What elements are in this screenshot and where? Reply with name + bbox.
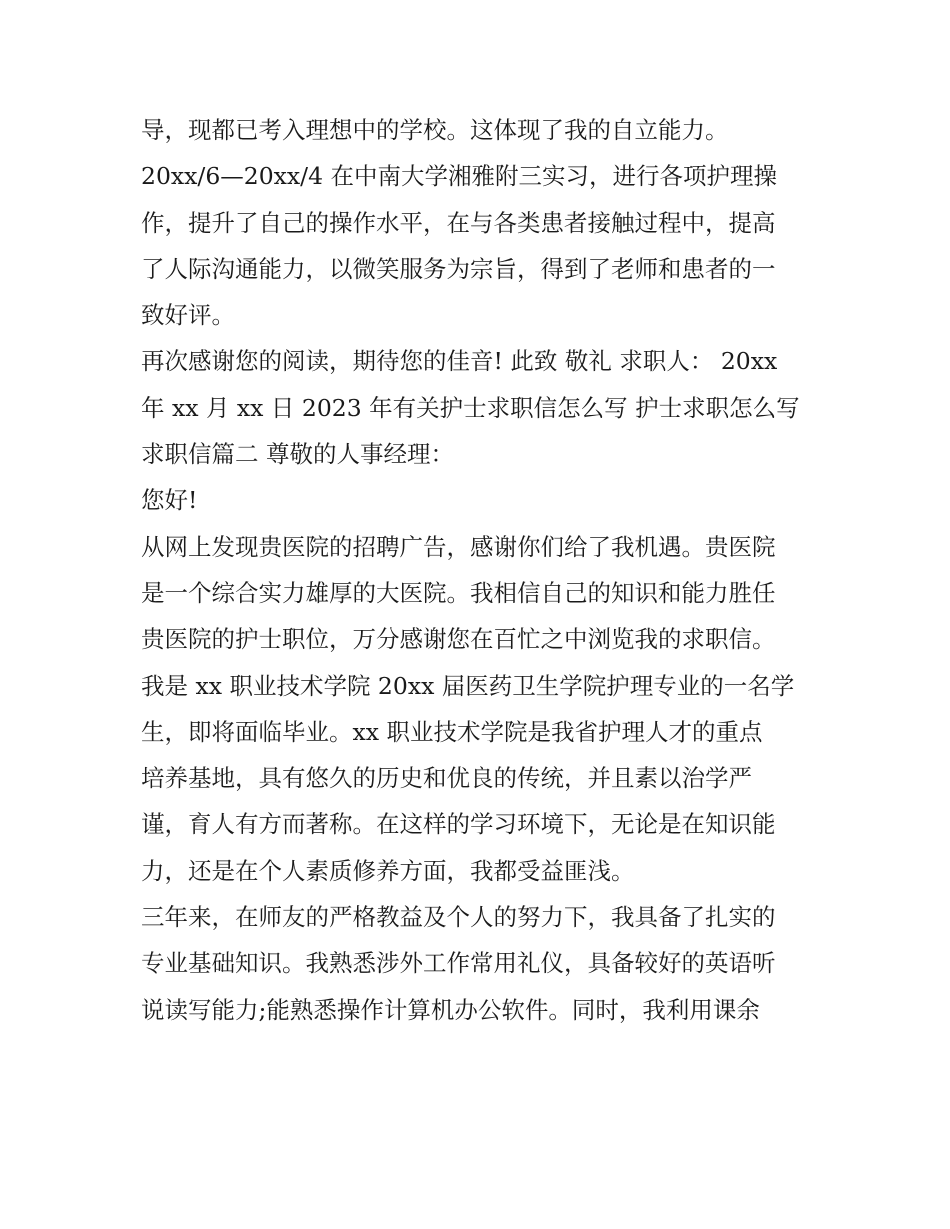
text-line: 了人际沟通能力，以微笑服务为宗旨，得到了老师和患者的一 [141,254,776,283]
text-line: 再次感谢您的阅读，期待您的佳音! 此致 敬礼 求职人： 20xx [141,347,778,376]
text-line: 年 xx 月 xx 日 2023 年有关护士求职信怎么写 护士求职怎么写 [141,393,800,422]
text-line: 说读写能力;能熟悉操作计算机办公软件。同时，我利用课余 [141,995,760,1024]
text-line: 生，即将面临毕业。xx 职业技术学院是我省护理人才的重点 [141,717,763,746]
document-body [141,107,821,1033]
text-line: 求职信篇二 尊敬的人事经理： [141,440,454,469]
text-line: 您好! [141,486,198,515]
text-line: 谨，育人有方而著称。在这样的学习环境下，无论是在知识能 [141,810,776,839]
text-line: 贵医院的护士职位，万分感谢您在百忙之中浏览我的求职信。 [141,625,776,654]
text-line: 20xx/6—20xx/4 在中南大学湘雅附三实习，进行各项护理操 [141,162,778,191]
text-line: 作，提升了自己的操作水平，在与各类患者接触过程中，提高 [141,208,776,237]
text-line: 致好评。 [141,301,235,330]
text-line: 是一个综合实力雄厚的大医院。我相信自己的知识和能力胜任 [141,578,776,607]
text-line: 专业基础知识。我熟悉涉外工作常用礼仪，具备较好的英语听 [141,949,776,978]
text-line: 培养基地，具有悠久的历史和优良的传统，并且素以治学严 [141,764,752,793]
text-line: 导，现都已考入理想中的学校。这体现了我的自立能力。 [141,116,729,144]
text-line: 力，还是在个人素质修养方面，我都受益匪浅。 [141,856,635,885]
text-line: 我是 xx 职业技术学院 20xx 届医药卫生学院护理专业的一名学 [141,671,795,700]
text-line: 三年来，在师友的严格教益及个人的努力下，我具备了扎实的 [141,903,776,932]
text-line: 从网上发现贵医院的招聘广告，感谢你们给了我机遇。贵医院 [141,532,776,561]
